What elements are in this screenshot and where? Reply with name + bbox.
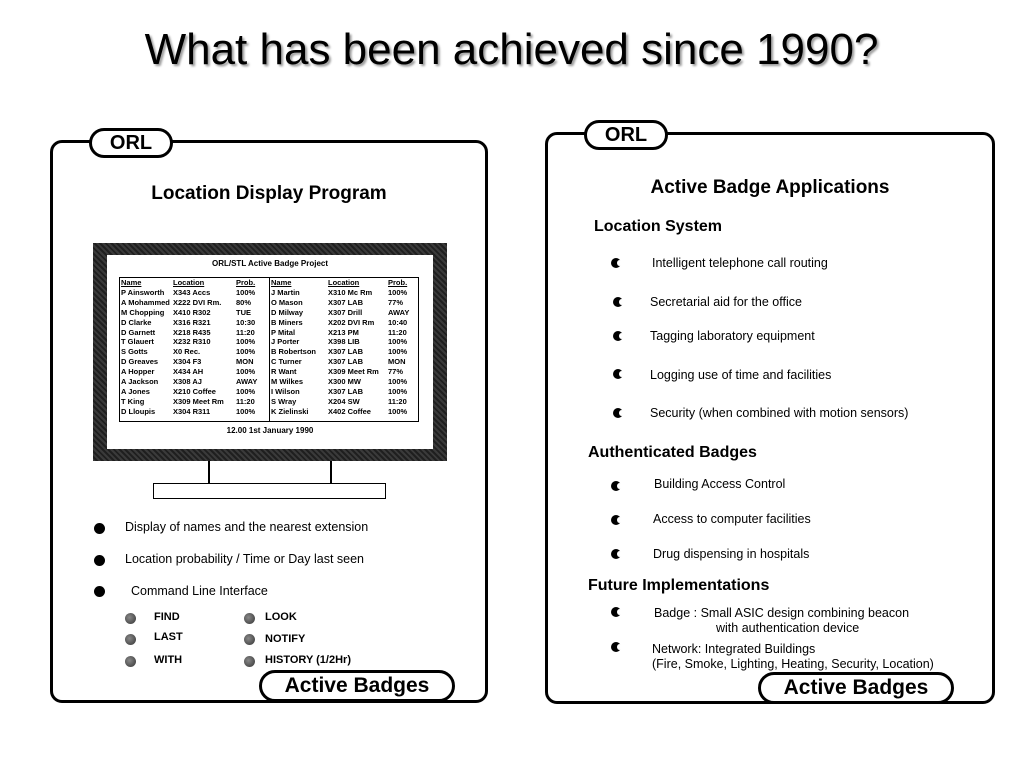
column-header: Location <box>173 278 205 287</box>
bullet-icon <box>611 481 621 491</box>
right-name-column <box>271 278 316 417</box>
table-cell: P Mital <box>271 327 296 337</box>
bullet-icon <box>613 297 623 307</box>
table-cell: X343 Accs <box>173 287 211 297</box>
active-badges-tab: Active Badges <box>758 672 954 704</box>
table-cell: X307 LAB <box>328 297 364 307</box>
table-cell: D Lloupis <box>121 406 156 416</box>
table-cell: D Milway <box>271 307 304 317</box>
table-cell: 100% <box>236 287 256 297</box>
table-cell: K Zielinski <box>271 406 309 416</box>
application-item: Logging use of time and facilities <box>650 368 832 382</box>
table-cell: 11:20 <box>236 396 255 406</box>
monitor-base <box>153 483 386 499</box>
table-cell: D Greaves <box>121 357 159 367</box>
active-badges-tab: Active Badges <box>259 670 455 702</box>
column-header: Prob. <box>388 278 408 287</box>
table-cell: 100% <box>388 406 408 416</box>
right-prob-column <box>388 278 409 417</box>
command-last: LAST <box>154 631 183 643</box>
table-cell: I Wilson <box>271 386 300 396</box>
table-cell: M Wilkes <box>271 377 304 387</box>
table-cell: 100% <box>388 386 408 396</box>
table-cell: X304 R311 <box>173 406 211 416</box>
table-cell: A Jackson <box>121 377 159 387</box>
table-cell: MON <box>236 357 254 367</box>
table-cell: M Chopping <box>121 307 165 317</box>
monitor-illustration <box>93 243 447 461</box>
table-cell: TUE <box>236 307 251 317</box>
table-cell: B Robertson <box>271 347 316 357</box>
bullet-icon <box>611 515 621 525</box>
table-cell: A Mohammed <box>121 297 170 307</box>
table-cell: X410 R302 <box>173 307 211 317</box>
command-bullet-icon <box>125 613 136 624</box>
column-header: Location <box>328 278 360 287</box>
table-cell: 100% <box>388 377 408 387</box>
application-item: Tagging laboratory equipment <box>650 329 815 343</box>
table-cell: 77% <box>388 367 404 377</box>
table-cell: X222 DVI Rm. <box>173 297 222 307</box>
badge-location-table <box>119 277 419 422</box>
table-cell: S Wray <box>271 396 297 406</box>
location-display-panel <box>50 132 488 703</box>
slide-title: What has been achieved since 1990? <box>144 25 879 74</box>
command-bullet-icon <box>244 613 255 624</box>
table-cell: X307 LAB <box>328 357 364 367</box>
table-cell: X310 Mc Rm <box>328 287 373 297</box>
table-cell: O Mason <box>271 297 303 307</box>
table-cell: X304 F3 <box>173 357 202 367</box>
applications-heading: Active Badge Applications <box>650 177 890 198</box>
table-cell: X398 LIB <box>328 337 360 347</box>
command-notify: NOTIFY <box>265 633 306 645</box>
table-cell: A Hopper <box>121 367 155 377</box>
feature-bullet: Location probability / Time or Day last seen <box>125 552 365 566</box>
location-system-heading: Location System <box>594 218 723 235</box>
applications-panel <box>545 124 995 704</box>
table-cell: B Miners <box>271 317 303 327</box>
future-network-line: Network: Integrated Buildings <box>652 642 816 656</box>
table-cell: C Turner <box>271 357 302 367</box>
table-cell: P Ainsworth <box>121 287 165 297</box>
command-history: HISTORY (1/2Hr) <box>265 654 351 666</box>
table-cell: 11:20 <box>388 327 407 337</box>
right-location-column <box>328 278 379 417</box>
table-cell: AWAY <box>236 377 258 387</box>
bullet-icon <box>611 607 621 617</box>
table-cell: 80% <box>236 297 252 307</box>
table-cell: 100% <box>236 386 256 396</box>
table-cell: A Jones <box>121 386 150 396</box>
table-cell: X213 PM <box>328 327 359 337</box>
table-cell: MON <box>388 357 406 367</box>
application-item: Security (when combined with motion sensors) <box>650 406 909 420</box>
command-bullet-icon <box>244 634 255 645</box>
table-cell: X202 DVI Rm <box>328 317 375 327</box>
table-cell: 100% <box>236 406 256 416</box>
table-cell: 100% <box>388 347 408 357</box>
orl-tab: ORL <box>89 128 173 158</box>
table-cell: 100% <box>236 337 256 347</box>
table-cell: X316 R321 <box>173 317 211 327</box>
table-cell: X300 MW <box>328 377 361 387</box>
table-cell: D Clarke <box>121 317 152 327</box>
monitor-stand <box>208 461 332 483</box>
table-cell: X0 Rec. <box>173 347 201 357</box>
table-cell: AWAY <box>388 307 410 317</box>
application-item: Access to computer facilities <box>653 512 811 526</box>
table-cell: X308 AJ <box>173 377 202 387</box>
column-header: Prob. <box>236 278 256 287</box>
table-cell: R Want <box>271 367 297 377</box>
left-location-column <box>173 278 224 417</box>
authenticated-badges-heading: Authenticated Badges <box>588 444 757 461</box>
table-cell: 11:20 <box>236 327 255 337</box>
table-cell: D Garnett <box>121 327 156 337</box>
command-bullet-icon <box>125 634 136 645</box>
table-cell: 10:40 <box>388 317 408 327</box>
table-cell: X218 R435 <box>173 327 211 337</box>
location-display-heading: Location Display Program <box>151 183 387 204</box>
monitor-screen <box>107 255 433 449</box>
feature-bullet: Display of names and the nearest extension <box>125 520 369 534</box>
table-cell: X204 SW <box>328 396 360 406</box>
table-cell: X307 LAB <box>328 386 364 396</box>
command-look: LOOK <box>265 611 297 623</box>
screen-timestamp: 12.00 1st January 1990 <box>226 426 314 435</box>
bullet-icon <box>611 642 621 652</box>
table-cell: 77% <box>388 297 404 307</box>
future-badge-line: with authentication device <box>716 621 860 635</box>
feature-bullet: Command Line Interface <box>131 584 268 598</box>
table-cell: T King <box>121 396 145 406</box>
table-cell: 100% <box>388 287 408 297</box>
command-find: FIND <box>154 611 180 623</box>
table-cell: 10:30 <box>236 317 256 327</box>
command-with: WITH <box>154 654 183 666</box>
bullet-icon <box>94 555 105 566</box>
bullet-icon <box>94 523 105 534</box>
column-header: Name <box>271 278 292 287</box>
table-cell: X309 Meet Rm <box>173 396 224 406</box>
table-cell: X232 R310 <box>173 337 211 347</box>
table-cell: X402 Coffee <box>328 406 371 416</box>
table-cell: 100% <box>388 337 408 347</box>
table-cell: X434 AH <box>173 367 204 377</box>
left-prob-column <box>236 278 257 417</box>
application-item: Building Access Control <box>654 477 786 491</box>
application-item: Intelligent telephone call routing <box>652 256 828 270</box>
orl-tab: ORL <box>584 120 668 150</box>
table-cell: T Glauert <box>121 337 154 347</box>
command-bullet-icon <box>244 656 255 667</box>
left-name-column <box>121 278 170 417</box>
table-cell: X309 Meet Rm <box>328 367 379 377</box>
bullet-icon <box>613 408 623 418</box>
future-implementations-heading: Future Implementations <box>588 577 770 594</box>
table-cell: X307 LAB <box>328 347 364 357</box>
bullet-icon <box>611 258 621 268</box>
future-network-line: (Fire, Smoke, Lighting, Heating, Security, Location) <box>652 657 934 671</box>
bullet-icon <box>94 586 105 597</box>
screen-title: ORL/STL Active Badge Project <box>211 259 329 268</box>
table-cell: S Gotts <box>121 347 148 357</box>
table-cell: X307 Drill <box>328 307 363 317</box>
table-cell: 100% <box>236 347 256 357</box>
application-item: Secretarial aid for the office <box>650 295 802 309</box>
command-bullet-icon <box>125 656 136 667</box>
table-cell: J Martin <box>271 287 300 297</box>
table-cell: J Porter <box>271 337 300 347</box>
future-badge-line: Badge : Small ASIC design combining beacon <box>654 606 910 620</box>
column-header: Name <box>121 278 142 287</box>
bullet-icon <box>613 331 623 341</box>
bullet-icon <box>613 369 623 379</box>
table-cell: X210 Coffee <box>173 386 216 396</box>
table-cell: 100% <box>236 367 256 377</box>
bullet-icon <box>611 549 621 559</box>
table-cell: 11:20 <box>388 396 407 406</box>
application-item: Drug dispensing in hospitals <box>653 547 810 561</box>
